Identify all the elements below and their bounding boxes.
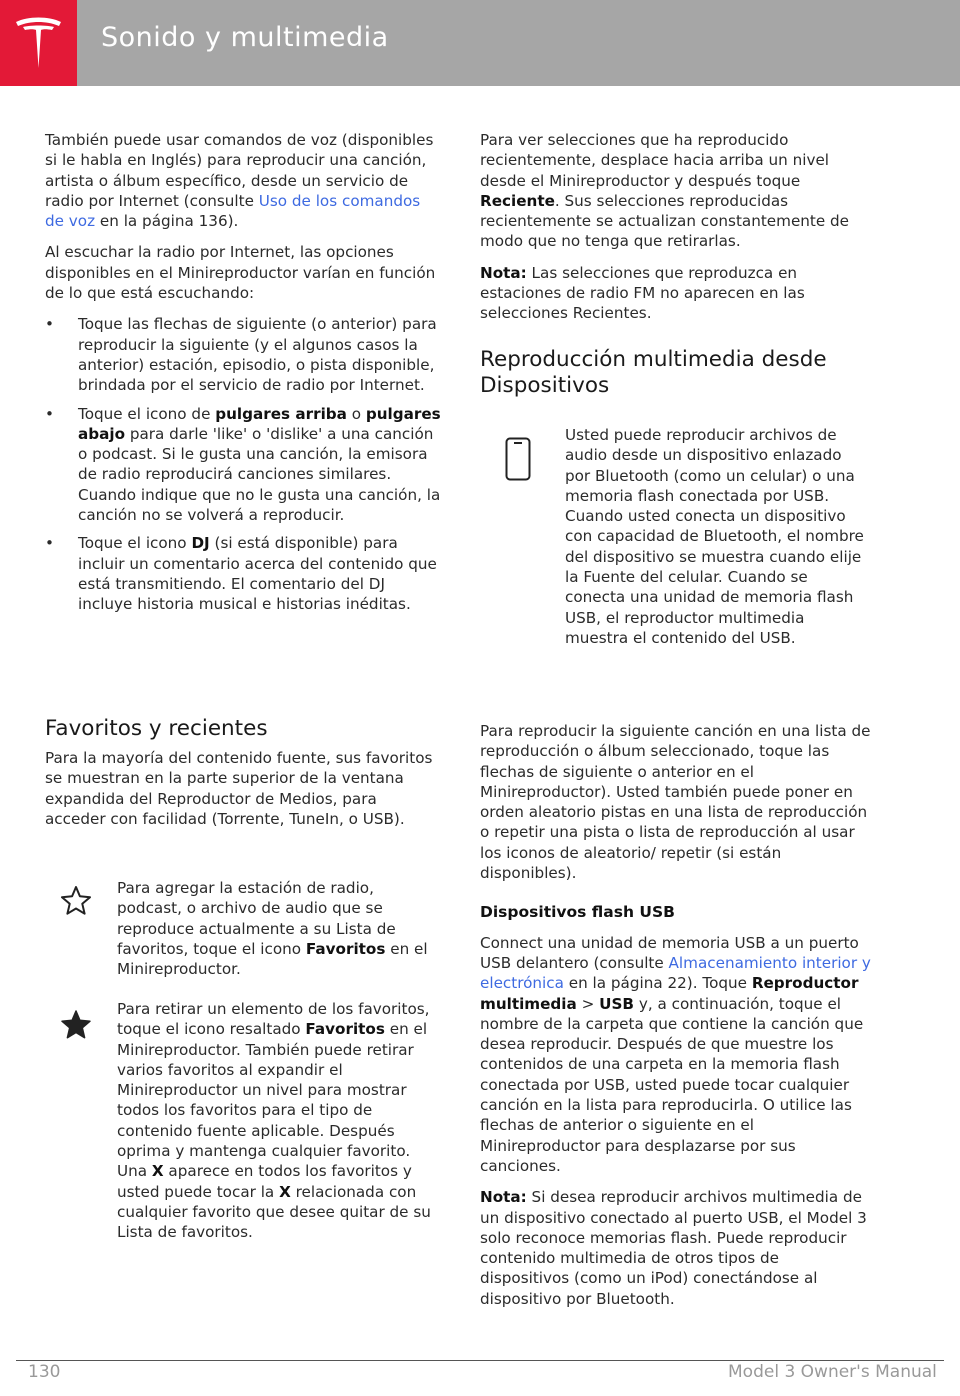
- usb-heading: Dispositivos flash USB: [480, 903, 675, 922]
- tesla-logo-icon: [14, 16, 63, 70]
- list-item: • Toque el icono de pulgares arriba o pulgares abajo para darle 'like' o 'dislike' a una canción o podcast. Si le gusta una canción, la emisora de radio reproducirá canciones similares. Cuando indique que no le gusta una canción, la canción no se volverá a reproducir.: [45, 404, 441, 525]
- voice-commands-paragraph: También puede usar comandos de voz (disponibles si le habla en Inglés) para reproducir una canción, artista o álbum específico, desde un servicio de radio por Internet (consulte Uso de los comandos de voz en la página 136).: [45, 131, 434, 231]
- left-column: [45, 130, 441, 623]
- favorites-section: [45, 716, 441, 840]
- page-number: 130: [28, 1362, 61, 1382]
- bullet-icon: •: [45, 315, 54, 334]
- favorites-paragraph: Para la mayoría del contenido fuente, sus favoritos se muestran en la parte superior de la ventana expandida del Reproductor de Medios, para acceder con facilidad (Torrente, TuneIn, o USB).: [45, 749, 433, 828]
- next-song-paragraph: Para reproducir la siguiente canción en una lista de reproducción o álbum seleccionado, toque las flechas de siguiente o anterior en el Minireproductor). Usted también puede poner en orden aleatorio pistas en una lista de reproducción o repetir una pista o lista de reproducción al usar los iconos de aleatorio/ repetir (si están disponibles).: [480, 722, 871, 883]
- right-column-lower: [480, 721, 872, 1320]
- note-fm: Nota: Las selecciones que reproduzca en estaciones de radio FM no aparecen en las selecciones Recientes.: [480, 263, 805, 323]
- options-list: [45, 314, 441, 614]
- storage-link[interactable]: Almacenamiento interior y electrónica: [480, 953, 871, 993]
- usb-paragraph: Connect una unidad de memoria USB a un puerto USB delantero (consulte Almacenamiento interior y electrónica en la página 22). Toque Reproductor multimedia > USB y, a continuación, toque el nombre de la carpeta que contiene la canción que desea reproducir. Después de que muestre los contenidos de una carpeta en la memoria flash conectada por USB, usted puede tocar cualquier canción en la lista para reproducirla. O utilice las flechas de anterior o siguiente en el Minireproductor para desplazarse por sus canciones.: [480, 933, 871, 1175]
- bullet-icon: •: [45, 404, 54, 423]
- phone-icon: [505, 437, 531, 485]
- recent-paragraph: Para ver selecciones que ha reproducido recientemente, desplace hacia arriba un nivel desde el Minireproductor y después toque Reciente. Sus selecciones reproducidas recientemente se actualizan constantemente de modo que no tenga que retirarlas.: [480, 131, 850, 251]
- footer-divider: [16, 1360, 944, 1361]
- page-header: [0, 0, 960, 86]
- page-title: Sonido y multimedia: [101, 22, 389, 53]
- devices-text: Usted puede reproducir archivos de audio desde un dispositivo enlazado por Bluetooth (como un celular) o una memoria flash conectada por USB. Cuando usted conecta un dispositivo con capacidad de Bluetooth, el nombre del dispositivo se muestra cuando elije la Fuente del celular. Cuando se conecta una unidad de memoria flash USB, el reproductor multimedia muestra el contenido del USB.: [565, 426, 864, 647]
- favorites-heading: Favoritos y recientes: [45, 716, 268, 741]
- bullet-icon: •: [45, 534, 54, 553]
- voice-commands-link[interactable]: Uso de los comandos de voz: [45, 191, 421, 231]
- remove-favorite-text: Para retirar un elemento de los favoritos, toque el icono resaltado Favoritos en el Minireproductor. También puede retirar varios favoritos al expandir el Minireproductor un nivel para mostrar todos los favoritos para el tipo de contenido fuente aplicable. Después oprima y mantenga cualquier favorito. Una X aparece en todos los favoritos y usted puede tocar la X relacionada con cualquier favorito que desee quitar de su Lista de favoritos.: [117, 1000, 431, 1242]
- note-usb: Nota: Si desea reproducir archivos multimedia de un dispositivo conectado al puerto USB, el Model 3 solo reconoce memorias flash. Puede reproducir contenido multimedia de otros tipos de dispositivos (como un iPod) conectándose al dispositivo por Bluetooth.: [480, 1188, 867, 1308]
- brand-logo-box: [0, 0, 77, 86]
- right-column: [480, 130, 872, 399]
- list-item: • Toque el icono DJ (si está disponible) para incluir un comentario acerca del contenido que está transmitiendo. El comentario del DJ incluye historia musical e historias inéditas.: [45, 534, 437, 614]
- list-item: • Toque las flechas de siguiente (o anterior) para reproducir la siguiente (y el algunos casos la anterior) estación, episodio, o pista disponible, brindada por el servicio de radio por Internet.: [45, 315, 437, 395]
- internet-radio-paragraph: Al escuchar la radio por Internet, las opciones disponibles en el Minireproductor varían en función de lo que está escuchando:: [45, 243, 436, 303]
- add-favorite-text: Para agregar la estación de radio, podcast, o archivo de audio que se reproduce actualmente a su Lista de favoritos, toque el icono Favoritos en el Minireproductor.: [117, 879, 428, 979]
- manual-title: Model 3 Owner's Manual: [728, 1362, 937, 1382]
- star-outline-icon: [59, 884, 93, 922]
- star-filled-icon: [59, 1008, 93, 1046]
- devices-heading: Reproducción multimedia desde Dispositivos: [480, 346, 827, 398]
